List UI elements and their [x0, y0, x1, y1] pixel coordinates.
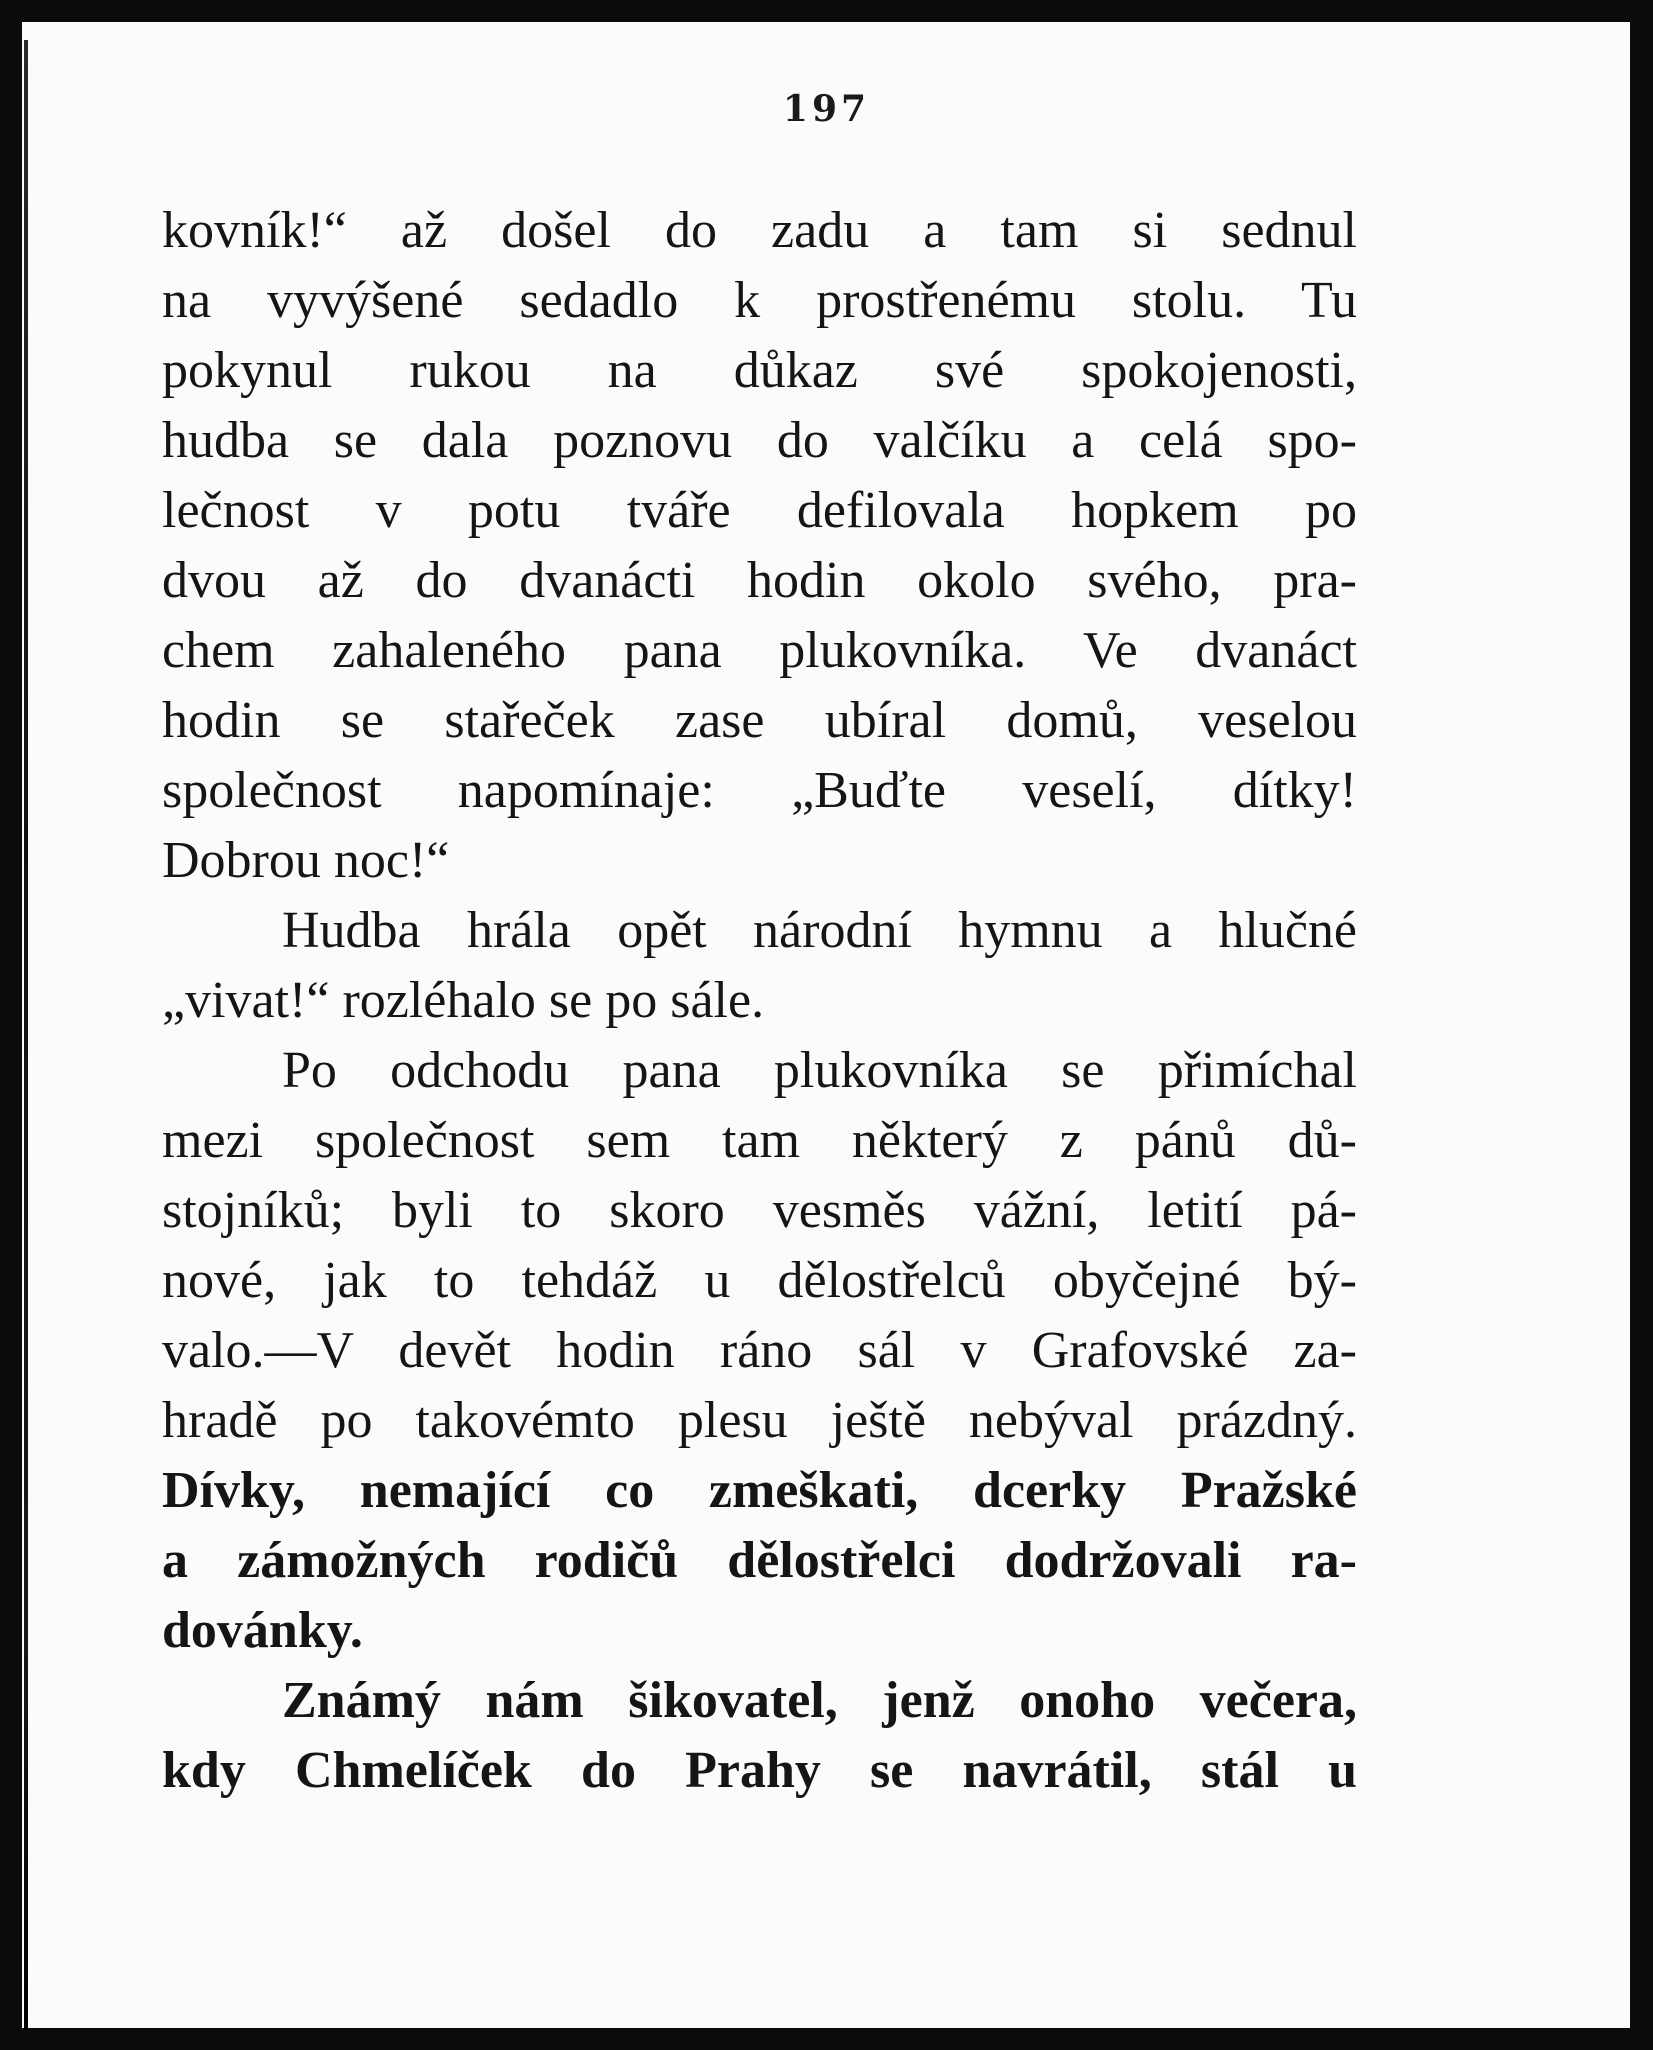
- text-line: hradě po takovémto plesu ještě nebýval prázdný.: [162, 1392, 1357, 1449]
- text-line: stojníků; byli to skoro vesměs vážní, letití pá-: [162, 1182, 1357, 1239]
- text-line: mezi společnost sem tam některý z pánů dů-: [162, 1112, 1357, 1169]
- body-text: [162, 196, 1357, 1806]
- text-line: valo.—V devět hodin ráno sál v Grafovské za-: [162, 1322, 1357, 1379]
- page-edge-shadow: [24, 40, 28, 2030]
- text-line: dovánky.: [162, 1602, 363, 1659]
- paragraph-start-line: Známý nám šikovatel, jenž onoho večera,: [282, 1672, 1357, 1729]
- paragraph-start-line: Po odchodu pana plukovníka se přimíchal: [282, 1042, 1357, 1099]
- text-line: hudba se dala poznovu do valčíku a celá spo-: [162, 412, 1357, 469]
- text-line: kovník!“ až došel do zadu a tam si sednul: [162, 202, 1357, 259]
- text-line: dvou až do dvanácti hodin okolo svého, pra-: [162, 552, 1357, 609]
- text-line: kdy Chmelíček do Prahy se navrátil, stál u: [162, 1742, 1357, 1799]
- text-line: „vivat!“ rozléhalo se po sále.: [162, 972, 765, 1029]
- text-line: společnost napomínaje: „Buďte veselí, dítky!: [162, 762, 1357, 819]
- text-line: Dobrou noc!“: [162, 832, 450, 889]
- text-line: nové, jak to tehdáž u dělostřelců obyčejné bý-: [162, 1252, 1357, 1309]
- page-number: 197: [782, 88, 871, 130]
- text-line: hodin se stařeček zase ubíral domů, veselou: [162, 692, 1357, 749]
- text-line: chem zahaleného pana plukovníka. Ve dvanáct: [162, 622, 1357, 679]
- paragraph-start-line: Hudba hrála opět národní hymnu a hlučné: [282, 902, 1357, 959]
- text-line: na vyvýšené sedadlo k prostřenému stolu. Tu: [162, 272, 1357, 329]
- text-line: pokynul rukou na důkaz své spokojenosti,: [162, 342, 1357, 399]
- text-line: a zámožných rodičů dělostřelci dodržovali ra-: [162, 1532, 1357, 1589]
- text-line: Dívky, nemající co zmeškati, dcerky Pražské: [162, 1462, 1357, 1519]
- text-line: lečnost v potu tváře defilovala hopkem po: [162, 482, 1357, 539]
